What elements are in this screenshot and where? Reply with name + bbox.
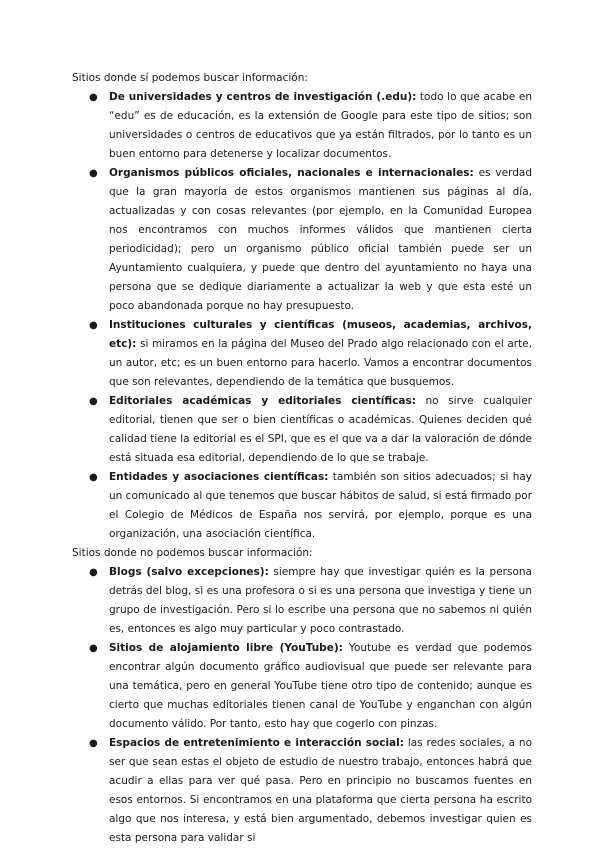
item-text: las redes sociales, a no ser que sean estas el objeto de estudio de nuestro trabajo, entonces habrá que acudir a ellas para ver qué pasa. Pero en principio no buscamos fuentes en esos entornos. Si encontramos en una plataforma que cierta persona ha escrito algo que nos interesa, y está bien argumentado, debemos investigar quien es esta persona para validar si — [109, 737, 533, 844]
item-text: siempre hay que investigar quién es la persona detrás del blog, si es una profesora o si es una persona que investiga y tiene un grupo de investigación. Pero si lo escribe una persona que no sabemos ni quién es, entonces es algo muy particular y poco contrastado. — [109, 566, 532, 635]
item-title: Instituciones culturales y científicas (museos, academias, archivos, etc): — [109, 319, 532, 350]
item-title: Espacios de entretenimiento e interacción social: — [109, 737, 404, 749]
item-title: Entidades y asociaciones científicas: — [109, 471, 329, 483]
bullet-icon: ● — [89, 396, 98, 407]
item-title: Editoriales académicas y editoriales científicas: — [109, 395, 416, 407]
bullet-icon: ● — [89, 643, 98, 654]
item-title: Sitios de alojamiento libre (YouTube): — [109, 642, 343, 654]
section-heading-no: Sitios donde no podemos buscar información: — [72, 547, 313, 559]
item-text: es verdad que la gran mayoría de estos organismos mantienen sus páginas al día, actualizadas y con cosas relevantes (por ejemplo, en la Comunidad Europea nos encontramos con muchos informes válidos que mantienen cierta periodicidad); pero un organismo público oficial también puede ser un Ayuntamiento cualquiera, y puede que dentro del ayuntamiento no haya una persona que se dedique diariamente a actualizar la web y que esta esté un poco abandonada porque no hay presupuesto. — [109, 167, 532, 312]
bullet-icon: ● — [89, 567, 98, 578]
item-text: no sirve cualquier editorial, tienen que ser o bien científicas o académicas. Quienes deciden qué calidad tiene la editorial es el SPI, que es el que va a dar la valoración de dónde está situada esa editorial, dependiendo de lo que se trabaje. — [109, 395, 532, 464]
item-text: también son sitios adecuados; si hay un comunicado al que tenemos que buscar hábitos de salud, si está firmado por el Colegio de Médicos de España nos servirá, por ejemplo, porque es una organización, una asociación científica. — [109, 471, 532, 540]
bullet-icon: ● — [89, 168, 98, 179]
bullet-icon: ● — [89, 92, 98, 103]
list-item — [89, 563, 532, 639]
section-heading-yes: Sitios donde sí podemos buscar información: — [72, 72, 308, 84]
list-yes — [72, 88, 532, 544]
list-item — [89, 164, 532, 316]
list-item — [89, 639, 532, 734]
item-title: Blogs (salvo excepciones): — [109, 566, 269, 578]
item-text: si miramos en la página del Museo del Prado algo relacionado con el arte, un autor, etc; es un buen entorno para hacerlo. Vamos a encontrar documentos que son relevantes, dependiendo de la temática que busquemos. — [109, 338, 532, 388]
list-no — [72, 563, 532, 848]
list-item — [89, 88, 532, 164]
list-item — [89, 734, 533, 848]
item-title: De universidades y centros de investigación (.edu): — [109, 91, 417, 103]
bullet-icon: ● — [89, 320, 98, 331]
item-text: Youtube es verdad que podemos encontrar algún documento gráfico audiovisual que puede ser relevante para una temática, pero en general YouTube tiene otro tipo de contenido; aunque es cierto que muchas editoriales tienen canal de YouTube y enganchan con algún documento válido. Por tanto, esto hay que cogerlo con pinzas. — [109, 642, 532, 730]
item-text: todo lo que acabe en “edu” es de educación, es la extensión de Google para este tipo de sitios; son universidades o centros de educativos que ya están filtrados, por lo tanto es un buen entorno para detenerse y localizar documentos. — [109, 91, 532, 160]
bullet-icon: ● — [89, 738, 98, 749]
list-item — [89, 468, 532, 544]
list-item — [89, 392, 532, 468]
item-title: Organismos públicos oficiales, nacionales e internacionales: — [109, 167, 474, 179]
bullet-icon: ● — [89, 472, 98, 483]
list-item — [89, 316, 532, 392]
